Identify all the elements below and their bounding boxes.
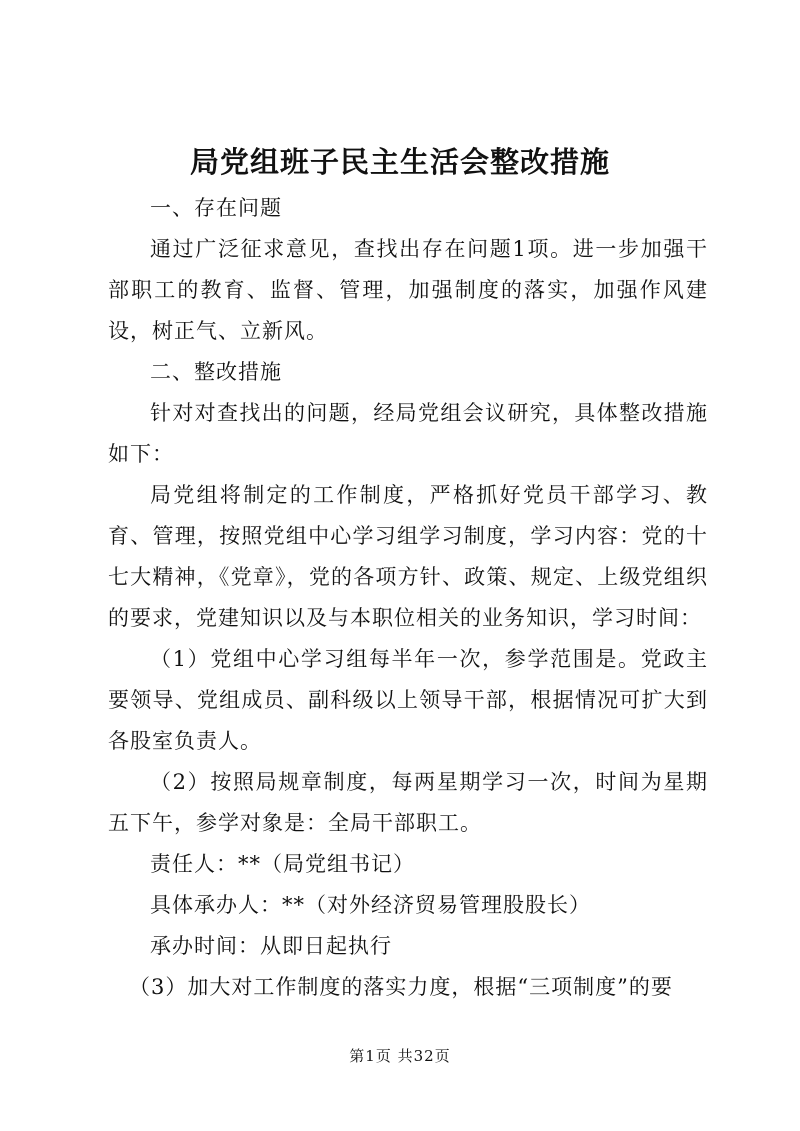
paragraph-measures-intro: 针对对查找出的问题，经局党组会议研究，具体整改措施如下：	[108, 401, 708, 466]
paragraph-problems: 通过广泛征求意见，查找出存在问题1项。进一步加强干部职工的教育、监督、管理，加强制度的落实，加强作风建设，树正气、立新风。	[108, 237, 708, 343]
section-heading-measures: 二、整改措施	[150, 360, 282, 384]
document-title: 局党组班子民主生活会整改措施	[189, 145, 610, 179]
paragraph-undertake-time: 承办时间：从即日起执行	[150, 934, 392, 958]
paragraph-item-3: （3）加大对工作制度的落实力度，根据“三项制度”的要	[129, 975, 673, 999]
paragraph-undertaker: 具体承办人：**（对外经济贸易管理股股长）	[150, 893, 591, 917]
paragraph-study-system: 局党组将制定的工作制度，严格抓好党员干部学习、教育、管理，按照党组中心学习组学习制度，学习内容：党的十七大精神，《党章》，党的各项方针、政策、规定、上级党组织的要求，党建知识以及与本职位相关的业务知识，学习时间：	[108, 483, 708, 630]
document-body	[108, 188, 708, 1008]
paragraph-responsible-person: 责任人：**（局党组书记）	[150, 852, 415, 876]
page-footer: 第1页 共32页	[349, 1047, 451, 1065]
paragraph-item-1: （1）党组中心学习组每半年一次，参学范围是。党政主要领导、党组成员、副科级以上领导干部，根据情况可扩大到各股室负责人。	[108, 647, 708, 753]
paragraph-item-2: （2）按照局规章制度，每两星期学习一次，时间为星期五下午，参学对象是：全局干部职工。	[108, 770, 708, 835]
section-heading-problems: 一、存在问题	[150, 196, 282, 220]
